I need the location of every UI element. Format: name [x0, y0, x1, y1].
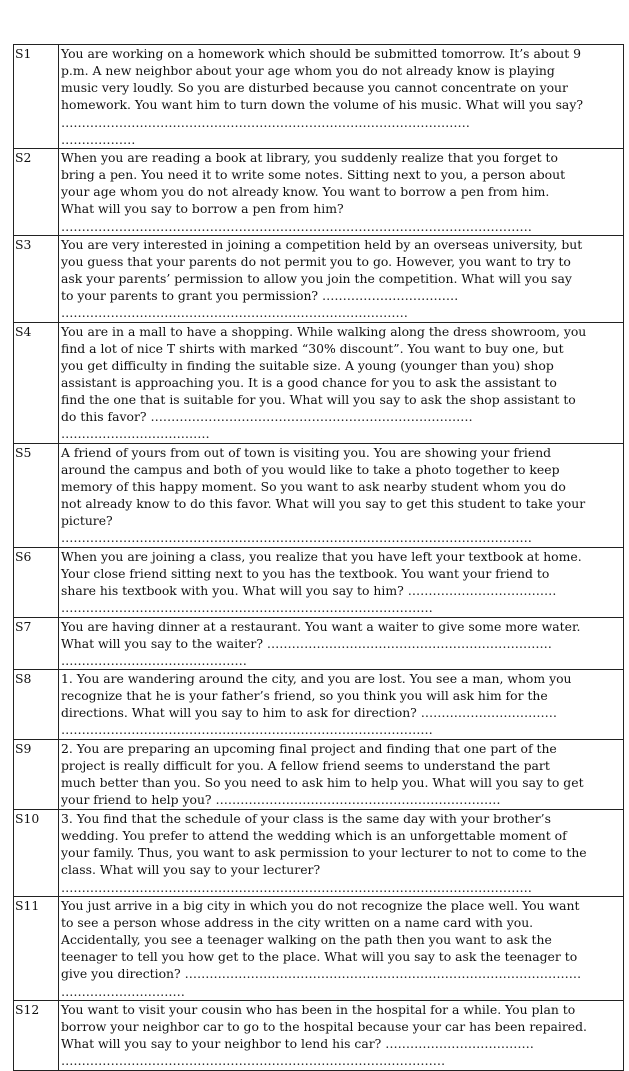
scenario-table-body: [14, 45, 624, 1071]
scenario-code: S6: [14, 547, 59, 617]
scenario-prompt: A friend of yours from out of town is visiting you. You are showing your friend around the campus and both of you would like to take a photo together to keep memory of this happy moment. So you want to ask nearby student whom you do not already know to do this favor. What will you say to get this student to take your picture? ……………………………………………………………………………………………………: [59, 443, 624, 547]
scenario-code: S1: [14, 45, 59, 149]
scenario-row: [14, 670, 624, 740]
scenario-prompt: You are very interested in joining a competition held by an overseas university, but you guess that your parents do not permit you to go. However, you want to try to ask your parents’ permission to allow you join the competition. What will you say to your parents to grant you permission? …………………………… …………………………………………………………………………: [59, 235, 624, 322]
scenario-prompt: 1. You are wandering around the city, and you are lost. You see a man, whom you recognize that he is your father’s friend, so you think you will ask him for the directions. What will you say to him to ask for direction? …………………………… ………………………………………………………………………………: [59, 670, 624, 740]
scenario-code: S8: [14, 670, 59, 740]
scenario-row: [14, 235, 624, 322]
scenario-prompt: You are in a mall to have a shopping. While walking along the dress showroom, you find a lot of nice T shirts with marked “30% discount”. You want to buy one, but you get difficulty in finding the suitable size. A young (younger than you) shop assistant is approaching you. It is a good chance for you to ask the assistant to find the one that is suitable for you. What will you say to ask the shop assistant to do this favor? …………………………………………………………………… ………………………………: [59, 322, 624, 443]
scenario-prompt: You are having dinner at a restaurant. You want a waiter to give some more water. What will you say to the waiter? …………………………………………………………… ………………………………………: [59, 617, 624, 669]
scenario-row: [14, 740, 624, 810]
scenario-prompt: When you are reading a book at library, you suddenly realize that you forget to bring a pen. You need it to write some notes. Sitting next to you, a person about your age whom you do not already know. You want to borrow a pen from him. What will you say to borrow a pen from him? ……………………………………………………………………………………………………: [59, 148, 624, 235]
scenario-prompt: When you are joining a class, you realize that you have left your textbook at home. Your close friend sitting next to you has the textbook. You want your friend to share his textbook with you. What will you say to him? ……………………………… ………………………………………………………………………………: [59, 547, 624, 617]
scenario-code: S2: [14, 148, 59, 235]
scenario-prompt: 3. You find that the schedule of your class is the same day with your brother’s wedding. You prefer to attend the wedding which is an unforgettable moment of your family. Thus, you want to ask permission to your lecturer to not to come to the class. What will you say to your lecturer? ……………………………………………………………………………………………………: [59, 810, 624, 897]
scenario-prompt: You want to visit your cousin who has been in the hospital for a while. You plan to borrow your neighbor car to go to the hospital because your car has been repaired. What will you say to your neighbor to lend his car? ……………………………… …………………………………………………………………………………: [59, 1000, 624, 1070]
scenario-code: S11: [14, 896, 59, 1000]
scenario-code: S10: [14, 810, 59, 897]
scenario-code: S12: [14, 1000, 59, 1070]
scenario-row: [14, 322, 624, 443]
scenario-prompt: 2. You are preparing an upcoming final project and finding that one part of the project is really difficult for you. A fellow friend seems to understand the part much better than you. So you need to ask him to help you. What will you say to get your friend to help you? ……………………………………………………………: [59, 740, 624, 810]
scenario-code: S7: [14, 617, 59, 669]
scenario-prompt: You are working on a homework which should be submitted tomorrow. It’s about 9 p.m. A new neighbor about your age whom you do not already know is playing music very loudly. So you are disturbed because you cannot concentrate on your homework. You want him to turn down the volume of his music. What will you say? ……………………………………………………………………………………… ………………: [59, 45, 624, 149]
scenario-table: [13, 44, 624, 1071]
scenario-row: [14, 547, 624, 617]
scenario-row: [14, 443, 624, 547]
scenario-code: S5: [14, 443, 59, 547]
scenario-row: [14, 1000, 624, 1070]
scenario-row: [14, 896, 624, 1000]
scenario-row: [14, 45, 624, 149]
scenario-code: S9: [14, 740, 59, 810]
scenario-prompt: You just arrive in a big city in which you do not recognize the place well. You want to see a person whose address in the city written on a name card with you. Accidentally, you see a teenager walking on the path then you want to ask the teenager to tell you how get to the place. What will you say to ask the teenager to give you direction? …………………………………………………………………………………… …………………………: [59, 896, 624, 1000]
scenario-code: S3: [14, 235, 59, 322]
scenario-code: S4: [14, 322, 59, 443]
scenario-row: [14, 148, 624, 235]
scenario-row: [14, 617, 624, 669]
scenario-row: [14, 810, 624, 897]
